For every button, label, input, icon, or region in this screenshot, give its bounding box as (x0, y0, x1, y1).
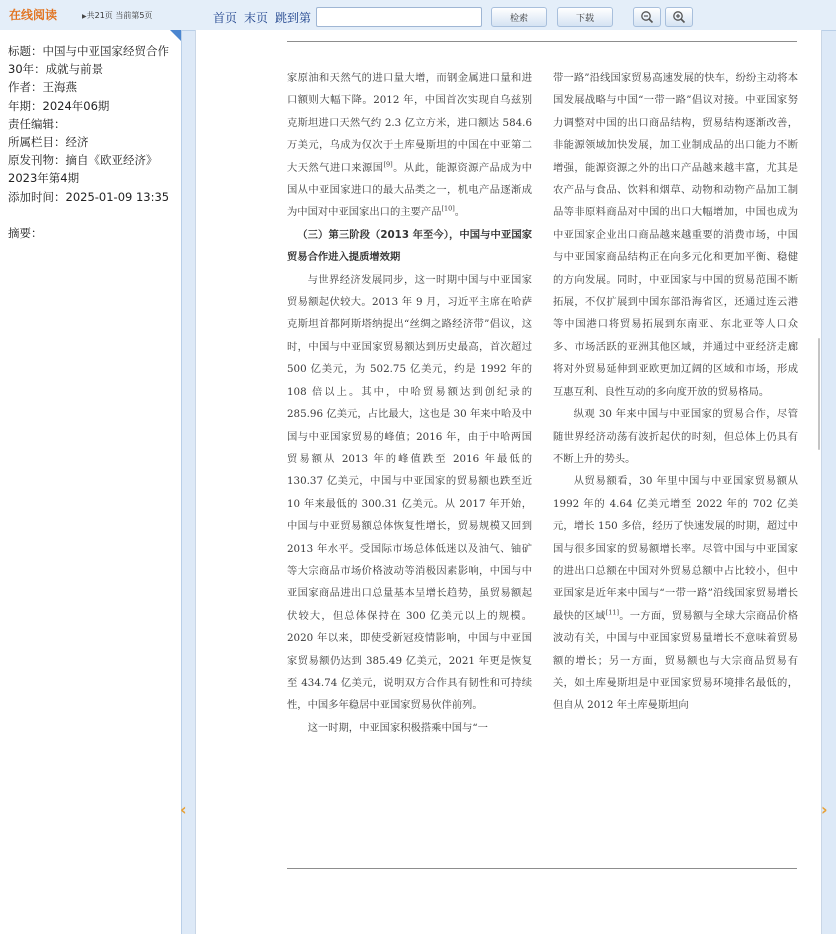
text-run: 从贸易额看，30 年里中国与中亚国家贸易额从 1992 年的 4.64 亿美元增至 2022 年的 702 亿美元，增长 150 多倍，经历了快速发展的时期，超过中国与很多国家的贸易额增长率。尽管中国与中亚国家的进出口总额在中国对外贸易总额中占比较小，但中亚国家是近年来中国与“一带一路”沿线国家贸易增长最快的区域 (553, 475, 798, 622)
page-top-rule (287, 41, 797, 42)
toolbar (213, 7, 697, 27)
meta-source-line1: 原发刊物：摘自《欧亚经济》 (8, 153, 158, 168)
search-button[interactable]: 检索 (491, 7, 547, 27)
article-paragraph: 与世界经济发展同步，这一时期中国与中亚国家贸易额起伏较大。2013 年 9 月，习近平主席在哈萨克斯坦首都阿斯塔纳提出“丝绸之路经济带”倡议，这时，中国与中亚国家贸易额达到历史最高，首次超过 500 亿美元，为 502.75 亿美元，约是 1992 年的 108 倍以上。其中，中哈贸易额达到创纪录的 285.96 亿美元，占比最大，这也是 30 年来中哈及中国与中亚国家贸易的峰值；2016 年，由于中哈两国贸易额从 2013 年的峰值跌至 2016 年最低的 130.37 亿美元，中国与中亚国家的贸易额也跌至近 10 年来最低的 300.31 亿美元。从 2017 年开始，中国与中亚贸易额总体恢复性增长，贸易规模又回到 2013 年水平。受国际市场总体低迷以及油气、铀矿等大宗商品市场价格波动等消极因素影响，中国与中亚国家商品进出口总量基本呈增长趋势，虽贸易额起伏较大，但总体保持在 300 亿美元以上的规模。2020 年以来，即使受新冠疫情影响，中国与中亚国家贸易额仍达到 385.49 亿美元，2021 年更是恢复至 434.74 亿美元，说明双方合作具有韧性和可持续性，中国多年稳居中亚国家贸易伙伴前列。 (287, 273, 532, 712)
zoom-in-button[interactable] (665, 7, 693, 27)
jump-to-label: 跳到第 (275, 10, 312, 25)
text-run: 家原油和天然气的进口量大增，而钢金属进口量和进口额则大幅下降。2012 年，中国首次实现自乌兹别克斯坦进口天然气约 2.3 亿立方米，进口额达 584.6 万美元，乌成为仅次于土库曼斯坦的中国在中亚第二大天然气进口来源国 (287, 72, 532, 174)
text-run: 。 (454, 206, 466, 219)
article-paragraph (553, 470, 798, 716)
next-page-arrow-icon[interactable]: › (821, 800, 828, 819)
article-paragraph: 带一路”沿线国家贸易高速发展的快车，纷纷主动将本国发展战略与中国“一带一路”倡议对接。中亚国家努力调整对中国的出口商品结构，贸易结构逐渐改善，非能源领域加快发展，加工业制成品的出口能力不断增强，能源资源之外的出口产品越来越丰富，尤其是农产品与食品、饮料和烟草、动物和动物产品加工制品等非原料商品对中国的出口大幅增加，中国也成为中亚国家企业出口商品越来越重要的消费市场，中国与中亚国家商品结构正在向多元化和更加平衡、稳健的方向发展。同时，中亚国家与中国的贸易范围不断拓展，不仅扩展到中国东部沿海省区，还通过连云港等中国港口将贸易拓展到东南亚、东北亚等人口众多、市场活跃的亚洲其他区域，并通过中亚经济走廊将对外贸易延伸到亚欧更加辽阔的区域和市场，形成互惠互利、良性互动的多向度开放的贸易格局。 (553, 72, 798, 398)
citation-ref: [11] (605, 608, 619, 617)
section-heading: （三）第三阶段（2013 年至今），中国与中亚国家贸易合作进入提质增效期 (287, 228, 532, 264)
article-info-panel (0, 30, 182, 934)
article-metadata (0, 30, 181, 242)
document-page (195, 30, 822, 934)
page-bottom-rule (287, 868, 797, 869)
scrollbar-thumb[interactable] (818, 338, 820, 450)
text-run: 。一方面，贸易额与全球大宗商品价格波动有关，中国与中亚国家贸易量增长不意味着贸易额的增长；另一方面，贸易额也与大宗商品贸易有关，如土库曼斯坦是中亚国家贸易环境排名最低的，但自从 2012 年土库曼斯坦向 (553, 609, 799, 712)
article-paragraph (287, 67, 532, 224)
prev-page-arrow-icon[interactable]: ‹ (180, 800, 187, 819)
zoom-out-icon (640, 10, 654, 24)
page-count (82, 10, 152, 21)
meta-column: 所属栏目：经济 (8, 135, 89, 150)
download-button[interactable]: 下载 (557, 7, 613, 27)
last-page-link[interactable]: 末页 (244, 10, 269, 25)
collapse-panel-icon[interactable] (170, 30, 181, 41)
meta-issue: 年期：2024年06期 (8, 98, 110, 113)
text-run: 。从此，能源资源产品成为中国从中亚国家进口的最大品类之一，机电产品逐渐成为中国对中亚国家出口的主要产品 (287, 161, 533, 219)
first-page-link[interactable]: 首页 (213, 10, 238, 25)
meta-author: 作者：王海燕 (8, 80, 77, 95)
article-paragraph: 纵观 30 年来中国与中亚国家的贸易合作，尽管随世界经济动荡有波折起伏的时刻，但总体上仍具有不断上升的势头。 (553, 408, 798, 465)
citation-ref: [9] (383, 160, 393, 169)
meta-editor: 责任编辑： (8, 116, 66, 131)
meta-title-line1: 标题：中国与中亚国家经贸合作 (8, 44, 169, 58)
app-title: 在线阅读 (9, 8, 58, 22)
meta-title-line2: 30年：成就与前景 (8, 62, 104, 77)
meta-added-time: 添加时间：2025-01-09 13:35 (8, 189, 170, 204)
play-icon: ▶ (82, 13, 87, 20)
meta-summary: 摘要： (8, 225, 43, 240)
zoom-in-icon (672, 10, 686, 24)
meta-source-line2: 2023年第4期 (8, 171, 80, 186)
zoom-out-button[interactable] (633, 7, 661, 27)
article-column-left (287, 67, 532, 739)
page-count-text: 共21页 当前第5页 (86, 11, 153, 20)
top-bar (0, 0, 836, 31)
page-number-input[interactable] (316, 7, 482, 27)
article-paragraph: 这一时期，中亚国家积极搭乘中国与“一 (307, 721, 488, 734)
article-column-right (553, 67, 798, 717)
citation-ref: [10] (441, 205, 455, 214)
